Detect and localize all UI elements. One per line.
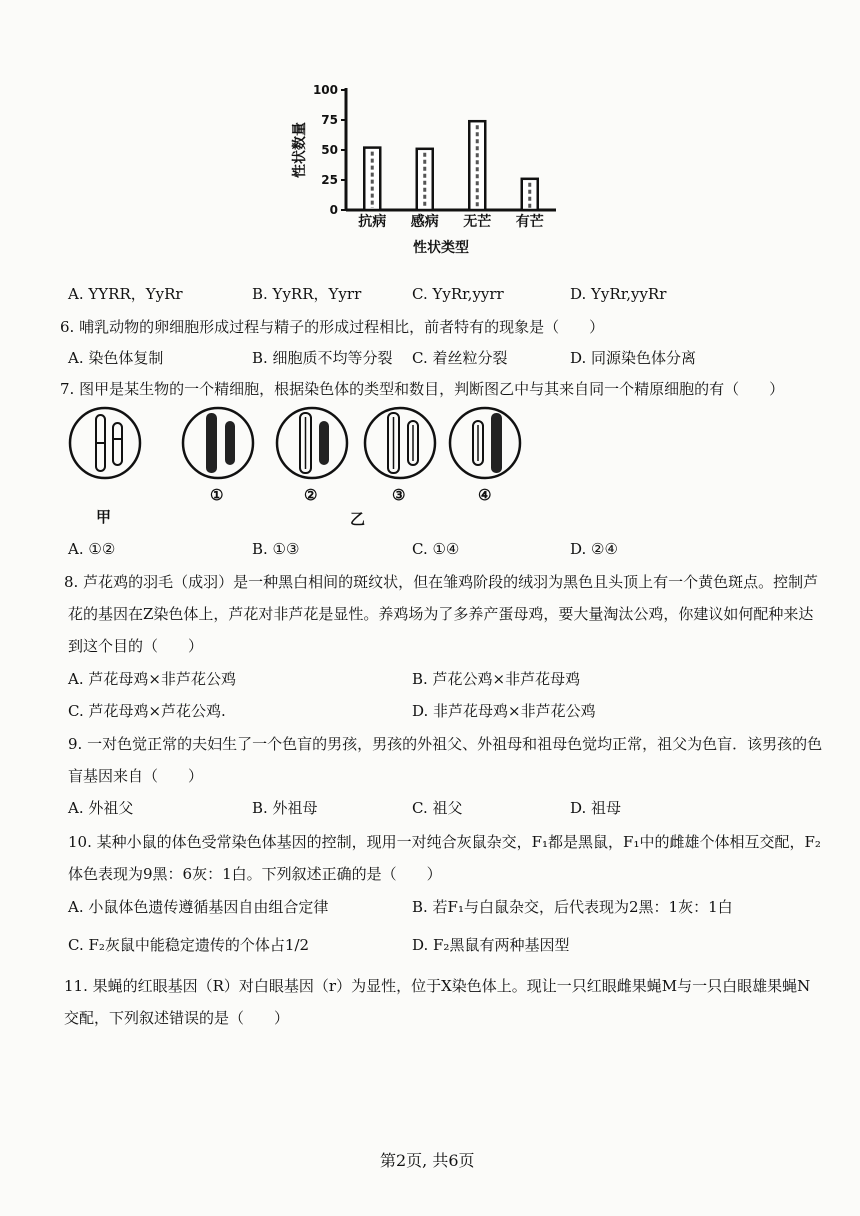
q9-line-2: 盲基因来自（ ） bbox=[68, 767, 204, 785]
x-tick-label: 感病 bbox=[410, 214, 439, 230]
q6-option-d: D. 同源染色体分离 bbox=[570, 349, 697, 367]
q8-line-2: 花的基因在Z染色体上，芦花对非芦花是显性。养鸡场为了多养产蛋母鸡，要大量淘汰公鸡，你建议如何配种来达 bbox=[68, 605, 814, 623]
q10-line-2: 体色表现为9黑：6灰：1白。下列叙述正确的是（ ） bbox=[68, 865, 442, 883]
y-axis-title: 性状数量 bbox=[292, 122, 308, 178]
q7-option-c: C. ①④ bbox=[412, 540, 460, 558]
q5-option-c: C. YyRr,yyrr bbox=[412, 285, 504, 303]
q6-option-c: C. 着丝粒分裂 bbox=[412, 349, 508, 367]
q6-stem: 6. 哺乳动物的卵细胞形成过程与精子的形成过程相比，前者特有的现象是（ ） bbox=[60, 318, 605, 336]
label-cell-1: ① bbox=[210, 486, 224, 504]
label-cell-3: ③ bbox=[392, 486, 406, 504]
q8-line-1: 8. 芦花鸡的羽毛（成羽）是一种黑白相间的斑纹状，但在雏鸡阶段的绒羽为黑色且头顶上有一个黄色斑点。控制芦 bbox=[64, 573, 819, 591]
q11-line-2: 交配，下列叙述错误的是（ ） bbox=[64, 1009, 290, 1027]
q9-option-c: C. 祖父 bbox=[412, 799, 463, 817]
q8-option-c: C. 芦花母鸡×芦花公鸡. bbox=[68, 702, 226, 720]
cell-1 bbox=[183, 408, 253, 478]
cell-2 bbox=[277, 408, 347, 478]
q10-option-b: B. 若F₁与白鼠杂交，后代表现为2黑：1灰：1白 bbox=[412, 898, 733, 916]
q10-line-1: 10. 某种小鼠的体色受常染色体基因的控制，现用一对纯合灰鼠杂交，F₁都是黑鼠，F₁中的雌雄个体相互交配，F₂ bbox=[68, 833, 821, 851]
q9-option-b: B. 外祖母 bbox=[252, 799, 318, 817]
y-tick-label: 25 bbox=[321, 173, 338, 187]
q8-option-a: A. 芦花母鸡×非芦花公鸡 bbox=[68, 670, 236, 688]
q8-option-b: B. 芦花公鸡×非芦花母鸡 bbox=[412, 670, 581, 688]
q8-line-3: 到这个目的（ ） bbox=[68, 637, 204, 655]
q5-option-d: D. YyRr,yyRr bbox=[570, 285, 667, 303]
y-tick-label: 0 bbox=[329, 203, 338, 217]
q10-option-c: C. F₂灰鼠中能稳定遗传的个体占1/2 bbox=[68, 936, 310, 954]
bar-感病 bbox=[417, 149, 433, 210]
label-jia: 甲 bbox=[96, 508, 112, 526]
label-cell-4: ④ bbox=[478, 486, 492, 504]
q10-option-d: D. F₂黑鼠有两种基因型 bbox=[412, 936, 570, 954]
page-footer: 第2页, 共6页 bbox=[380, 1151, 475, 1170]
x-axis-title: 性状类型 bbox=[413, 240, 469, 256]
y-tick-label: 50 bbox=[321, 143, 338, 157]
cell-4 bbox=[450, 408, 520, 478]
q9-option-a: A. 外祖父 bbox=[68, 799, 134, 817]
q6-option-b: B. 细胞质不均等分裂 bbox=[252, 349, 393, 367]
q7-option-d: D. ②④ bbox=[570, 540, 618, 558]
q8-option-d: D. 非芦花母鸡×非芦花公鸡 bbox=[412, 702, 596, 720]
y-tick-label: 100 bbox=[312, 83, 338, 97]
q10-option-a: A. 小鼠体色遗传遵循基因自由组合定律 bbox=[68, 898, 329, 916]
q6-option-a: A. 染色体复制 bbox=[68, 349, 164, 367]
q11-line-1: 11. 果蝇的红眼基因（R）对白眼基因（r）为显性，位于X染色体上。现让一只红眼雌果蝇M与一只白眼雄果蝇N bbox=[64, 977, 811, 995]
x-tick-label: 抗病 bbox=[358, 214, 387, 230]
q5-option-b: B. YyRR，Yyrr bbox=[252, 285, 362, 303]
label-cell-2: ② bbox=[304, 486, 318, 504]
q9-line-1: 9. 一对色觉正常的夫妇生了一个色盲的男孩，男孩的外祖父、外祖母和祖母色觉均正常，祖父为色盲．该男孩的色 bbox=[68, 735, 823, 753]
x-tick-label: 有芒 bbox=[515, 214, 544, 230]
x-tick-label: 无芒 bbox=[463, 214, 492, 230]
chromosome-figure bbox=[60, 405, 560, 530]
cell-jia bbox=[70, 408, 140, 478]
q5-option-a: A. YYRR，YyRr bbox=[68, 285, 183, 303]
q9-option-d: D. 祖母 bbox=[570, 799, 622, 817]
q7-option-b: B. ①③ bbox=[252, 540, 300, 558]
q7-stem: 7. 图甲是某生物的一个精细胞，根据染色体的类型和数目，判断图乙中与其来自同一个精原细胞的有（ ） bbox=[60, 380, 785, 398]
trait-bar-chart bbox=[286, 80, 576, 260]
label-yi: 乙 bbox=[350, 510, 366, 528]
q7-option-a: A. ①② bbox=[68, 540, 116, 558]
cell-3 bbox=[365, 408, 435, 478]
y-tick-label: 75 bbox=[321, 113, 338, 127]
